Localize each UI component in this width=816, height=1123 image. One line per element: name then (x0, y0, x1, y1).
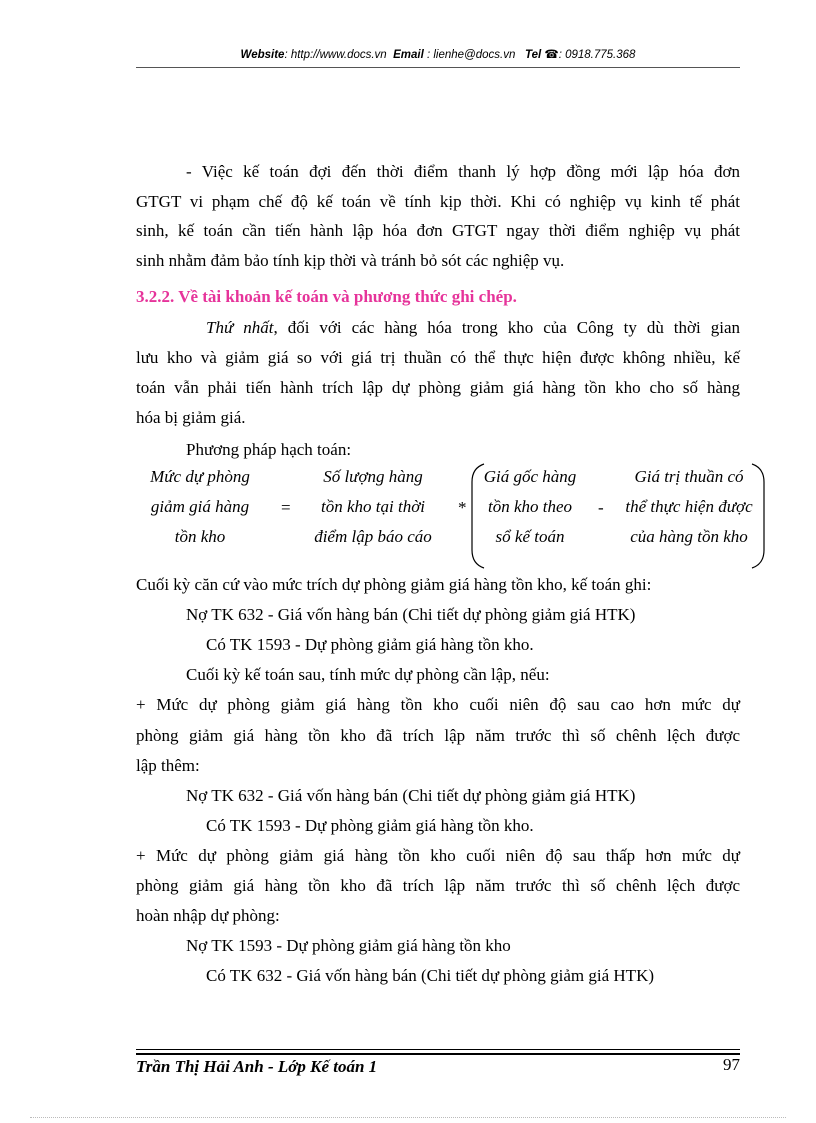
formula-col4 (614, 462, 764, 552)
formula-col2-line: điểm lập báo cáo (314, 527, 432, 546)
formula-col1 (136, 462, 264, 552)
website-value[interactable]: : http://www.docs.vn (284, 49, 387, 61)
journal-entry-credit: Có TK 1593 - Dự phòng giảm giá hàng tồn kho. (206, 635, 534, 654)
journal-entry-debit: Nợ TK 632 - Giá vốn hàng bán (Chi tiết dự phòng giảm giá HTK) (186, 605, 636, 624)
body-line: lập thêm: (136, 756, 200, 775)
body-line: Cuối kỳ căn cứ vào mức trích dự phòng giảm giá hàng tồn kho, kế toán ghi: (136, 575, 652, 594)
body-line: + Mức dự phòng giảm giá hàng tồn kho cuối niên độ sau cao hơn mức dự (136, 695, 740, 714)
email-label: Email (393, 49, 424, 61)
para1-line1: - Việc kế toán đợi đến thời điểm thanh lý hợp đồng mới lập hóa đơn (186, 162, 740, 181)
tel-value: : 0918.775.368 (558, 49, 636, 61)
formula-col2-line: Số lượng hàng (323, 467, 423, 486)
body-line: + Mức dự phòng giảm giá hàng tồn kho cuối niên độ sau thấp hơn mức dự (136, 846, 740, 865)
formula-col1-line: giảm giá hàng (150, 497, 250, 516)
formula-col2 (300, 462, 446, 552)
formula-col1-line: tồn kho (174, 527, 226, 546)
journal-entry-credit: Có TK 1593 - Dự phòng giảm giá hàng tồn kho. (206, 816, 534, 835)
phone-icon: ☎ (544, 49, 559, 61)
page-edge-dotted-line (30, 1117, 786, 1118)
para2-line1 (206, 318, 740, 338)
page-header (136, 47, 740, 61)
journal-entry-debit: Nợ TK 1593 - Dự phòng giảm giá hàng tồn kho (186, 936, 511, 955)
formula-col3-line: sổ kế toán (495, 527, 565, 546)
para1-line2: GTGT vi phạm chế độ kế toán về tính kịp thời. Khi có nghiệp vụ kinh tế phát (136, 192, 740, 211)
formula-equals: = (281, 498, 291, 517)
para2-line3: toán vẫn phải tiến hành trích lập dự phòng giảm giá hàng tồn kho cho số hàng (136, 378, 740, 397)
formula-col1-line: Mức dự phòng (150, 467, 250, 486)
body-line: hoàn nhập dự phòng: (136, 906, 280, 925)
section-heading: 3.2.2. Về tài khoản kế toán và phương thức ghi chép. (136, 287, 517, 306)
para2-line1-rest: , đối với các hàng hóa trong kho của Công ty dù thời gian (273, 318, 741, 337)
body-line: phòng giảm giá hàng tồn kho đã trích lập năm trước thì số chênh lệch được (136, 726, 740, 745)
formula-minus: - (598, 498, 604, 517)
body-line: Cuối kỳ kế toán sau, tính mức dự phòng cần lập, nếu: (186, 665, 550, 684)
email-value[interactable]: : lienhe@docs.vn (423, 49, 516, 61)
para1-line4: sinh nhằm đảm bảo tính kịp thời và tránh bỏ sót các nghiệp vụ. (136, 251, 565, 270)
footer-author: Trần Thị Hải Anh - Lớp Kế toán 1 (136, 1057, 378, 1076)
journal-entry-debit: Nợ TK 632 - Giá vốn hàng bán (Chi tiết dự phòng giảm giá HTK) (186, 786, 636, 805)
para2-line4: hóa bị giảm giá. (136, 408, 246, 427)
formula-col3-line: Giá gốc hàng (483, 467, 577, 486)
formula-times: * (458, 498, 467, 517)
para2-lead: Thứ nhất (206, 318, 274, 337)
formula-col3 (472, 462, 588, 552)
page-number: 97 (723, 1055, 740, 1074)
header-divider (136, 67, 740, 68)
tel-label: Tel (524, 49, 542, 61)
formula-col2-line: tồn kho tại thời (321, 497, 425, 516)
website-label: Website (240, 49, 285, 61)
method-label: Phương pháp hạch toán: (186, 440, 352, 459)
journal-entry-credit: Có TK 632 - Giá vốn hàng bán (Chi tiết dự phòng giảm giá HTK) (206, 966, 655, 985)
body-line: phòng giảm giá hàng tồn kho đã trích lập năm trước thì số chênh lệch được (136, 876, 740, 895)
formula-col3-line: tồn kho theo (487, 497, 573, 516)
formula-col4-line: Giá trị thuần có (634, 467, 744, 486)
footer-divider-thick (136, 1053, 740, 1055)
formula-col4-line: thể thực hiện được (625, 497, 753, 516)
para1-line3: sinh, kế toán cần tiến hành lập hóa đơn GTGT ngay thời điểm nghiệp vụ phát (136, 221, 740, 240)
formula-col4-line: của hàng tồn kho (630, 527, 748, 546)
para2-line2: lưu kho và giảm giá so với giá trị thuần có thể thực hiện được không nhiều, kế (136, 348, 740, 367)
footer-divider (136, 1049, 740, 1050)
